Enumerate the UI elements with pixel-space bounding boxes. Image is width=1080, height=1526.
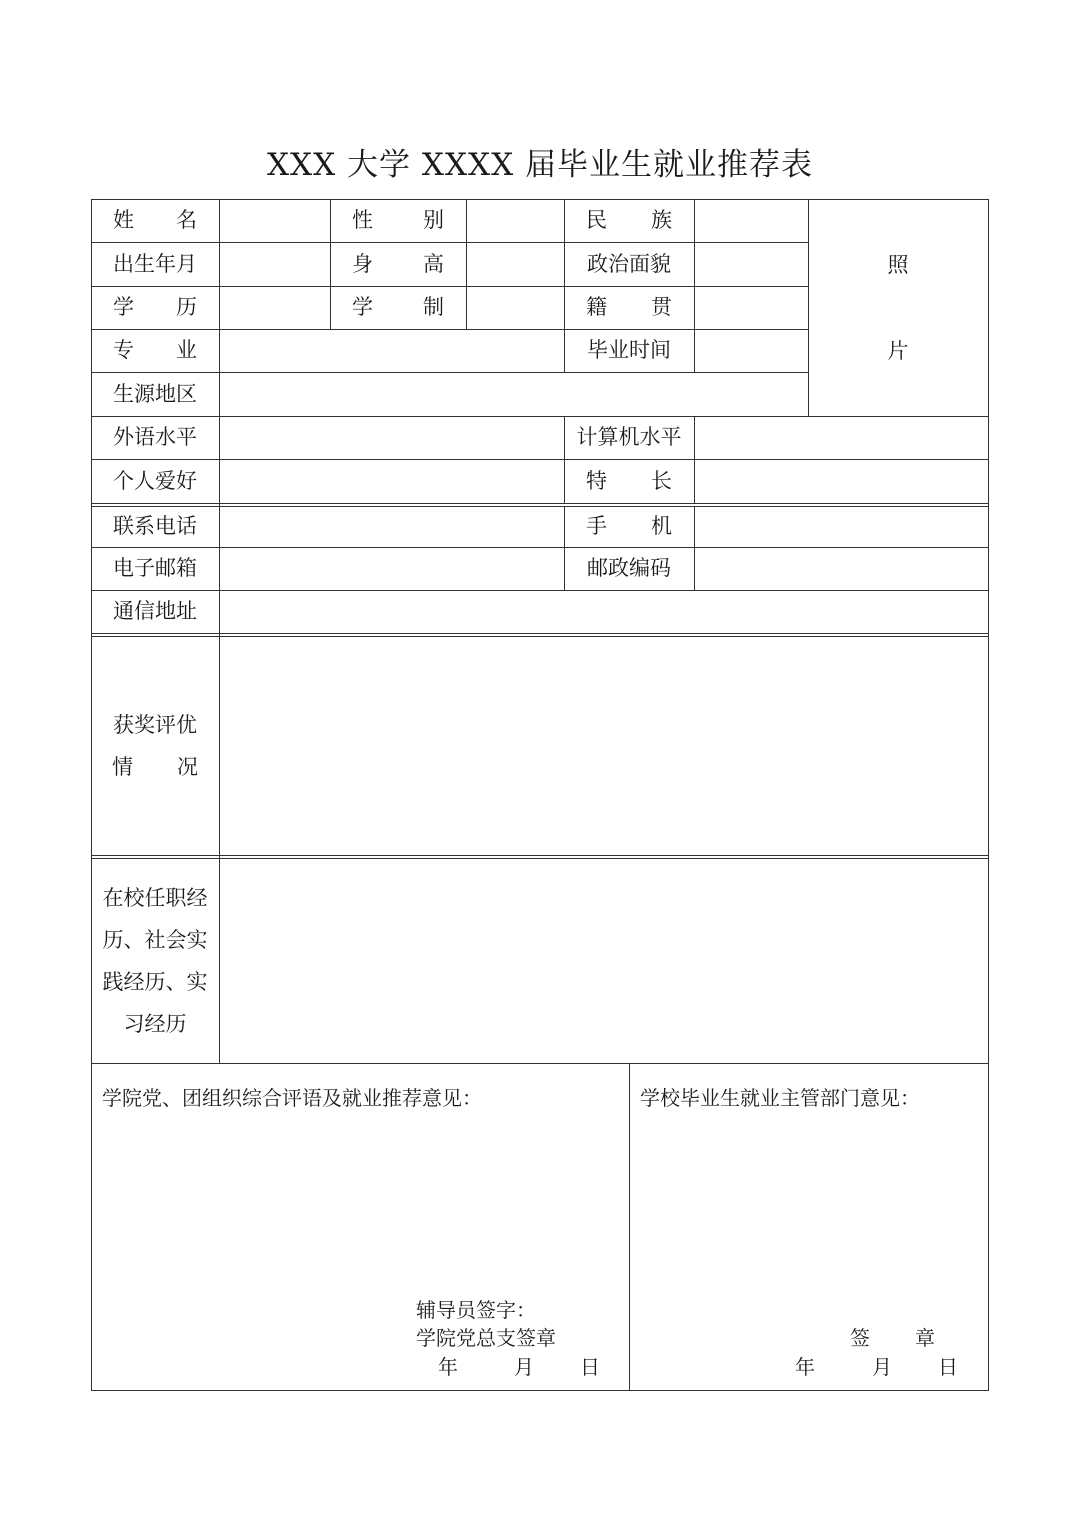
field-ethnicity[interactable] — [695, 200, 808, 242]
label-gender: 性 别 — [352, 208, 444, 232]
label-language-level: 外语水平 — [113, 425, 197, 449]
field-mobile[interactable] — [695, 507, 988, 547]
label-major: 专 业 — [113, 338, 197, 362]
field-native-place[interactable] — [695, 287, 808, 329]
college-seal-label: 学院党总支签章 — [416, 1326, 556, 1350]
field-hobbies[interactable] — [220, 460, 564, 503]
field-origin-region[interactable] — [220, 373, 808, 416]
label-awards: 获奖评优 情 况 — [112, 712, 198, 779]
college-date-day: 日 — [580, 1355, 600, 1379]
field-postal-code[interactable] — [695, 548, 988, 590]
label-height: 身 高 — [352, 251, 444, 276]
field-birth-date[interactable] — [220, 243, 330, 286]
field-graduation-time[interactable] — [695, 330, 808, 372]
field-political-status[interactable] — [695, 243, 808, 286]
photo-label-top: 照 — [887, 252, 909, 277]
photo-label-bottom: 片 — [887, 338, 909, 363]
label-birth-date: 出生年月 — [113, 251, 197, 276]
label-origin-region: 生源地区 — [113, 381, 197, 406]
label-hobbies: 个人爱好 — [113, 468, 197, 493]
school-date-year: 年 — [795, 1355, 815, 1379]
form-title: XXX 大学 XXXX 届毕业生就业推荐表 — [266, 147, 814, 183]
label-ethnicity: 民 族 — [586, 208, 672, 232]
field-email[interactable] — [220, 548, 564, 590]
label-name: 姓 名 — [113, 208, 197, 232]
field-awards[interactable] — [220, 637, 988, 855]
college-opinion-title: 学院党、团组织综合评语及就业推荐意见： — [102, 1086, 482, 1110]
college-date-year: 年 — [438, 1355, 458, 1379]
label-postal-code: 邮政编码 — [587, 556, 671, 580]
photo-box[interactable] — [809, 200, 988, 416]
field-major[interactable] — [220, 330, 564, 372]
label-computer-level: 计算机水平 — [576, 425, 682, 449]
label-email: 电子邮箱 — [113, 556, 197, 580]
label-graduation-time: 毕业时间 — [587, 338, 671, 362]
field-phone[interactable] — [220, 507, 564, 547]
label-native-place: 籍 贯 — [586, 295, 672, 319]
field-experience[interactable] — [220, 859, 988, 1063]
label-mobile: 手 机 — [586, 514, 672, 538]
label-specialty: 特 长 — [586, 468, 672, 493]
school-seal-label-a: 签 — [850, 1326, 870, 1350]
field-name[interactable] — [220, 200, 330, 242]
field-computer-level[interactable] — [695, 417, 988, 459]
field-education[interactable] — [220, 287, 330, 329]
school-date-month: 月 — [872, 1355, 892, 1379]
field-language-level[interactable] — [220, 417, 564, 459]
school-opinion-title: 学校毕业生就业主管部门意见： — [640, 1086, 920, 1110]
college-date-month: 月 — [514, 1355, 534, 1379]
school-date-day: 日 — [938, 1355, 958, 1379]
counselor-signature-label: 辅导员签字： — [416, 1298, 536, 1322]
field-study-length[interactable] — [467, 287, 564, 329]
label-education: 学 历 — [113, 295, 197, 319]
school-seal-label-b: 章 — [915, 1326, 935, 1350]
label-political-status: 政治面貌 — [587, 251, 671, 276]
field-specialty[interactable] — [695, 460, 988, 503]
field-height[interactable] — [467, 243, 564, 286]
label-experience: 在校任职经 历、社会实 践经历、实 习经历 — [102, 885, 208, 1036]
field-gender[interactable] — [467, 200, 564, 242]
field-address[interactable] — [220, 591, 988, 633]
label-phone: 联系电话 — [113, 514, 197, 538]
label-study-length: 学 制 — [352, 295, 444, 319]
label-address: 通信地址 — [113, 599, 197, 623]
